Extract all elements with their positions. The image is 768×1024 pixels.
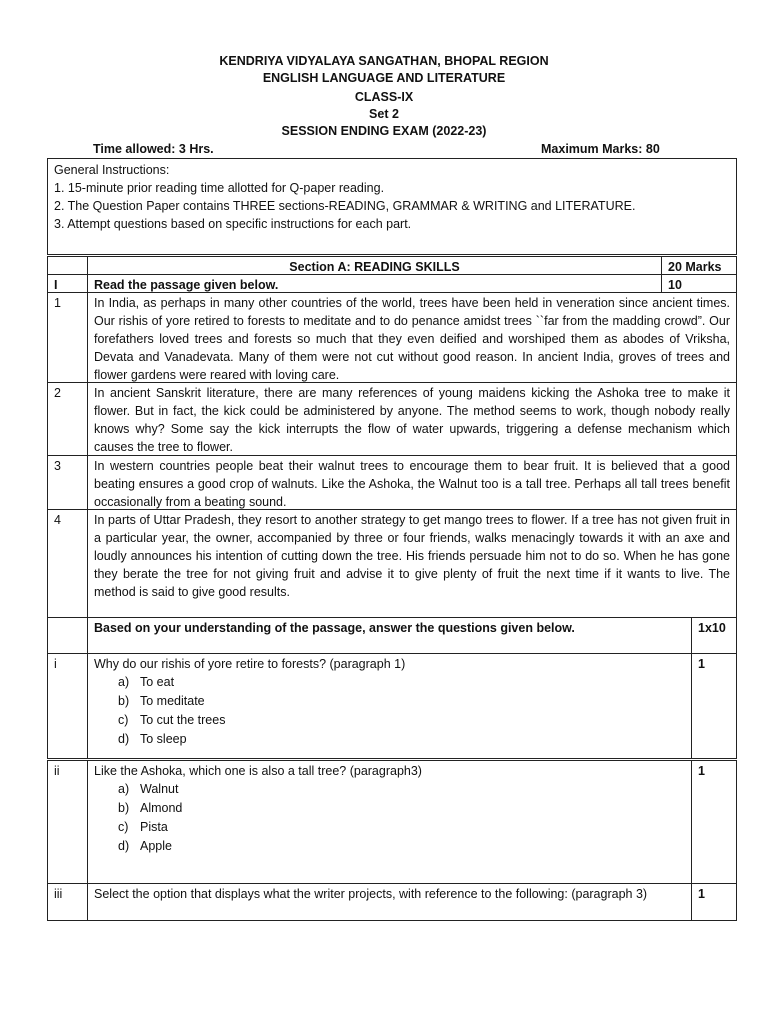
section-num-blank	[47, 256, 88, 275]
class-title: CLASS-IX	[354, 90, 414, 104]
option-d: d) To sleep	[118, 732, 187, 746]
paragraph-text: In ancient Sanskrit literature, there are many references of young maidens kicking the Ashoka tree to make it flower. But in fact, the kick could be administered by anyone. The method seems to work, though nobody really knows why? Some say the kick interrupts the flow of water upwards, triggering a defense mechanism which causes the tree to flower.	[87, 382, 737, 456]
org-title: KENDRIYA VIDYALAYA SANGATHAN, BHOPAL REGION	[219, 54, 549, 68]
question-number: iii	[47, 883, 88, 921]
questions-intro: Based on your understanding of the passage, answer the questions given below.	[87, 617, 692, 654]
option-d: d) Apple	[118, 839, 172, 853]
option-c: c) Pista	[118, 820, 168, 834]
set-title: Set 2	[369, 107, 399, 121]
paragraph-text: In western countries people beat their walnut trees to encourage them to bear fruit. It is believed that a good beating ensures a good crop of walnuts. Like the Ashoka, the Walnut too is a tall tree. Perhaps all tall trees benefit occasionally from a beating sound.	[87, 455, 737, 510]
max-marks: Maximum Marks: 80	[541, 142, 660, 156]
question-text: Like the Ashoka, which one is also a tall tree? (paragraph3)	[94, 764, 422, 778]
paragraph-number: 1	[47, 292, 88, 383]
instruction-item: 2. The Question Paper contains THREE sections-READING, GRAMMAR & WRITING and LITERATURE.	[54, 199, 636, 213]
paragraph-text: In parts of Uttar Pradesh, they resort to another strategy to get mango trees to flower. If a tree has not given fruit in a particular year, the owner, accompanied by three or four friends, walks menacingly towards it with an axe and loudly announces his intention of cutting down the tree. His friends persuade him not to do so. When he has gone they berate the tree for not giving fruit and advise it to give plenty of fruit the next time if it wants to live. The method is said to give good results.	[87, 509, 737, 618]
time-allowed: Time allowed: 3 Hrs.	[93, 142, 214, 156]
questions-intro-marks: 1x10	[691, 617, 737, 654]
exam-title: SESSION ENDING EXAM (2022-23)	[281, 124, 487, 138]
instruction-item: 3. Attempt questions based on specific instructions for each part.	[54, 217, 412, 231]
question-block	[87, 653, 692, 759]
paragraph-number: 4	[47, 509, 88, 618]
paragraph-text: In India, as perhaps in many other countries of the world, trees have been held in veneration since ancient times. Our rishis of yore retired to forests to meditate and to do penance amidst trees ``far from the madding crowd”. Our forefathers loved trees and forests so much that they even deified and worshiped them as abodes of Vriksha, Devata and Vanadevata. Many of them were not cut without good reason. In ancient India, groves of trees and flower gardens were reared with loving care.	[87, 292, 737, 383]
option-a: a) To eat	[118, 675, 175, 689]
question-text: Select the option that displays what the writer projects, with reference to the following: (paragraph 3)	[87, 883, 692, 921]
instructions-title: General Instructions:	[54, 163, 170, 177]
section-a-marks: 20 Marks	[661, 256, 737, 275]
question-number: ii	[47, 760, 88, 884]
question-marks: 1	[691, 883, 737, 921]
question-marks: 10	[661, 274, 737, 293]
paragraph-number: 2	[47, 382, 88, 456]
row-num-blank	[47, 617, 88, 654]
question-block	[87, 760, 692, 884]
question-text: Why do our rishis of yore retire to forests? (paragraph 1)	[94, 657, 406, 671]
option-a: a) Walnut	[118, 782, 179, 796]
subject-title: ENGLISH LANGUAGE AND LITERATURE	[262, 71, 506, 85]
instruction-item: 1. 15-minute prior reading time allotted for Q-paper reading.	[54, 181, 385, 195]
paragraph-number: 3	[47, 455, 88, 510]
section-a-title: Section A: READING SKILLS	[87, 256, 662, 275]
option-c: c) To cut the trees	[118, 713, 226, 727]
question-instruction: Read the passage given below.	[87, 274, 662, 293]
question-marks: 1	[691, 760, 737, 884]
question-number: i	[47, 653, 88, 759]
option-b: b) Almond	[118, 801, 183, 815]
question-marks: 1	[691, 653, 737, 759]
option-b: b) To meditate	[118, 694, 205, 708]
question-number: I	[47, 274, 88, 293]
general-instructions	[47, 158, 737, 255]
